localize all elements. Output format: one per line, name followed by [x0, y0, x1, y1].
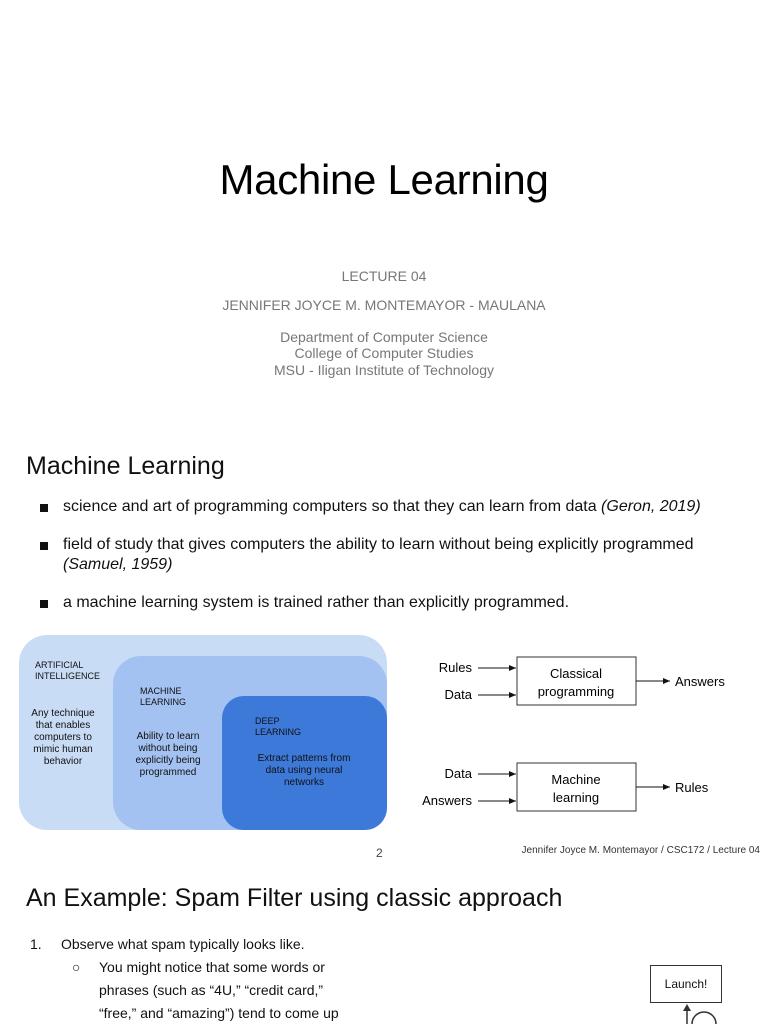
answers-output-label: Answers — [675, 674, 725, 689]
desc-line: networks — [283, 777, 324, 788]
lecture-number: LECTURE 04 — [341, 268, 427, 284]
citation: (Geron, 2019) — [601, 498, 701, 515]
list-item: Observe what spam typically looks like. — [61, 936, 305, 952]
dl-label-line: DEEP — [255, 716, 280, 726]
institute: MSU - Iligan Institute of Technology — [274, 362, 494, 378]
desc-line: that enables — [35, 720, 91, 731]
dl-description — [246, 753, 362, 789]
ml-label-line: MACHINE — [140, 686, 182, 696]
desc-line: mimic human — [33, 744, 93, 755]
department: Department of Computer Science — [280, 329, 488, 345]
square-bullet-icon — [40, 600, 48, 608]
ai-label-line: ARTIFICIAL — [35, 660, 84, 670]
hollow-bullet-icon: ○ — [72, 959, 81, 975]
desc-line: explicitly being — [135, 755, 201, 766]
desc-line: programmed — [139, 767, 197, 778]
author-name: JENNIFER JOYCE M. MONTEMAYOR - MAULANA — [222, 297, 546, 313]
section-title: An Example: Spam Filter using classic approach — [26, 884, 563, 912]
page-number: 2 — [376, 846, 383, 860]
bullet-main: science and art of programming computers so that they can learn from data — [63, 498, 602, 515]
programming-flow-diagram — [410, 650, 760, 820]
slide-footer: Jennifer Joyce M. Montemayor / CSC172 / Lecture 04 — [521, 845, 760, 856]
data-input-label: Data — [444, 766, 472, 781]
desc-line: computers to — [34, 732, 92, 743]
sub-list-text — [99, 956, 419, 1025]
programming-label: programming — [537, 684, 615, 699]
launch-box: Launch! — [650, 965, 722, 1003]
rules-input-label: Rules — [438, 660, 472, 675]
learning-label: learning — [552, 790, 600, 805]
ai-label — [35, 660, 100, 682]
data-input-label: Data — [444, 687, 472, 702]
college: College of Computer Studies — [294, 345, 474, 361]
launch-flow-arrow — [670, 1003, 730, 1024]
square-bullet-icon — [40, 504, 48, 512]
ml-label-line: LEARNING — [140, 697, 187, 707]
sub-list-line: “free,” and “amazing”) tend to come up — [99, 1005, 339, 1021]
slide-title: Machine Learning — [219, 156, 549, 203]
dl-label-line: LEARNING — [255, 727, 302, 737]
ml-label — [140, 686, 186, 708]
ml-description — [124, 731, 212, 779]
curve-shape — [692, 1012, 716, 1024]
desc-line: data using neural — [265, 765, 343, 776]
desc-line: without being — [138, 743, 198, 754]
ai-label-line: INTELLIGENCE — [35, 671, 101, 681]
bullet-main: field of study that gives computers the ability to learn without being explicitly programmed — [63, 536, 694, 553]
section-title: Machine Learning — [26, 452, 225, 480]
desc-line: Any technique — [31, 708, 95, 719]
sub-list-line: phrases (such as “4U,” “credit card,” — [99, 982, 324, 998]
bullet-text — [63, 535, 763, 575]
machine-label: Machine — [551, 772, 601, 787]
sub-list-line: You might notice that some words or — [99, 959, 325, 975]
bullet-text — [63, 497, 763, 517]
rules-output-label: Rules — [675, 780, 709, 795]
bullet-text — [63, 593, 763, 613]
citation: (Samuel, 1959) — [63, 556, 173, 573]
up-arrow-head-icon — [683, 1004, 691, 1011]
answers-input-label: Answers — [422, 793, 472, 808]
classical-label: Classical — [549, 666, 603, 681]
desc-line: Ability to learn — [136, 731, 200, 742]
square-bullet-icon — [40, 542, 48, 550]
ai-description — [22, 708, 104, 768]
desc-line: behavior — [43, 756, 83, 767]
list-number: 1. — [30, 936, 42, 952]
bullet-main: a machine learning system is trained rather than explicitly programmed. — [63, 594, 570, 611]
dl-label — [255, 716, 301, 738]
desc-line: Extract patterns from — [257, 753, 351, 764]
